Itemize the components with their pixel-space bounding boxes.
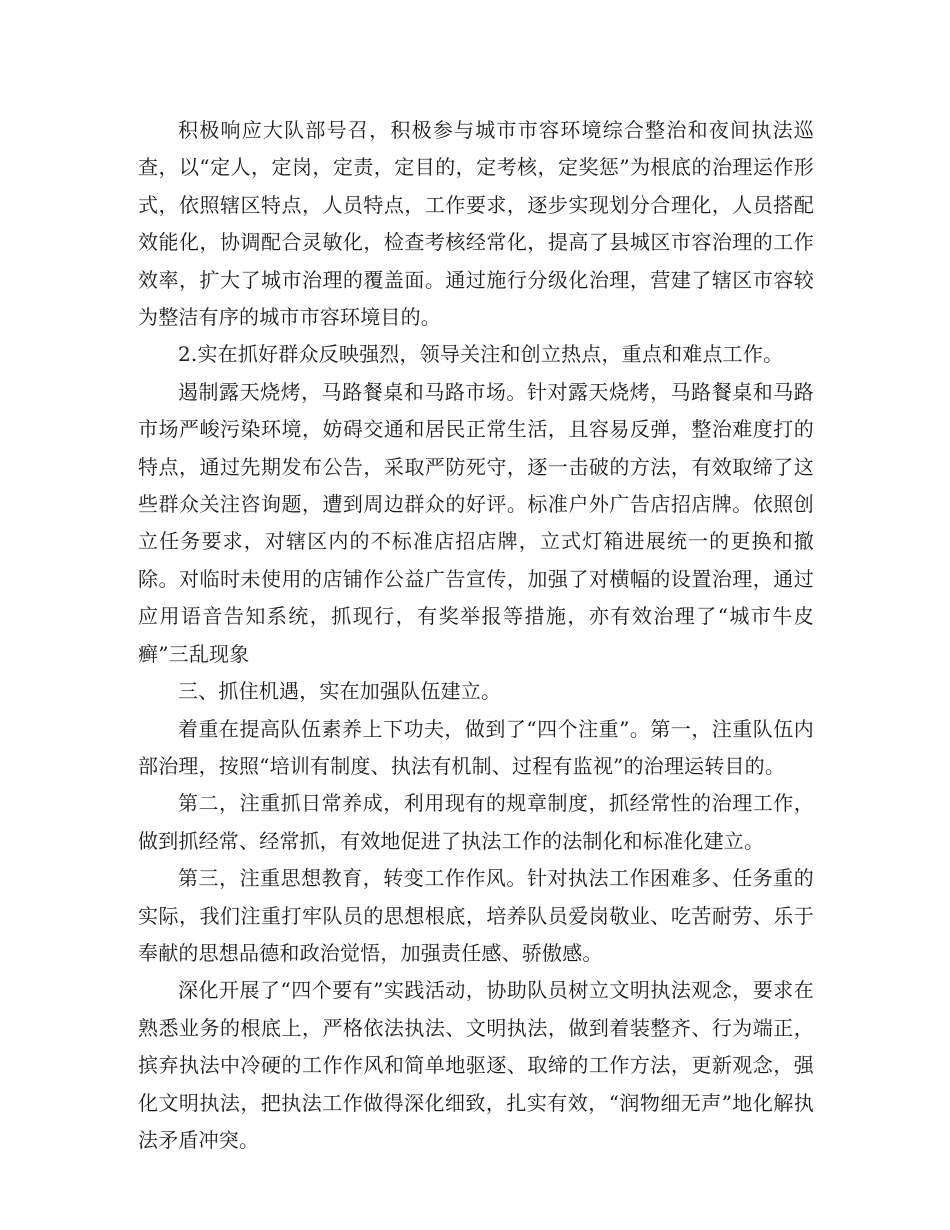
paragraph-2: 2.实在抓好群众反映强烈，领导关注和创立热点，重点和难点工作。 — [178, 342, 784, 367]
paragraph-5: 着重在提高队伍素养上下功夫，做到了“四个注重”。第一，注重队伍内部治理，按照“培训有制度、执法有机制、过程有监视”的治理运转目的。 — [138, 716, 814, 778]
paragraph-1: 积极响应大队部号召，积极参与城市市容环境综合整治和夜间执法巡查，以“定人，定岗，定责，定目的，定考核，定奖惩”为根底的治理运作形式，依照辖区特点，人员特点，工作要求，逐步实现划分合理化，人员搭配效能化，协调配合灵敏化，检查考核经常化，提高了县城区市容治理的工作效率，扩大了城市治理的覆盖面。通过施行分级化治理，营建了辖区市容较为整洁有序的城市市容环境目的。 — [138, 118, 814, 330]
paragraph-8: 深化开展了“四个要有”实践活动，协助队员树立文明执法观念，要求在熟悉业务的根底上，严格依法执法、文明执法，做到着装整齐、行为端正，摈弃执法中冷硬的工作作风和简单地驱逐、取缔的工作方法，更新观念，强化文明执法，把执法工作做得深化细致，扎实有效，“润物细无声”地化解执法矛盾冲突。 — [138, 978, 814, 1152]
paragraph-3: 遏制露天烧烤，马路餐桌和马路市场。针对露天烧烤，马路餐桌和马路市场严峻污染环境，妨碍交通和居民正常生活，且容易反弹，整治难度打的特点，通过先期发布公告，采取严防死守，逐一击破的方法，有效取缔了这些群众关注咨询题，遭到周边群众的好评。标准户外广告店招店牌。依照创立任务要求，对辖区内的不标准店招店牌，立式灯箱进展统一的更换和撤除。对临时未使用的店铺作公益广告宣传，加强了对横幅的设置治理，通过应用语音告知系统，抓现行，有奖举报等措施，亦有效治理了“城市牛皮癣”三乱现象 — [138, 379, 814, 666]
paragraph-4-heading: 三、抓住机遇，实在加强队伍建立。 — [178, 679, 502, 704]
paragraph-7: 第三，注重思想教育，转变工作作风。针对执法工作困难多、任务重的实际，我们注重打牢队员的思想根底，培养队员爱岗敬业、吃苦耐劳、乐于奉献的思想品德和政治觉悟，加强责任感、骄傲感。 — [138, 866, 814, 965]
document-body — [138, 112, 814, 1159]
paragraph-6: 第二，注重抓日常养成，利用现有的规章制度，抓经常性的治理工作，做到抓经常、经常抓，有效地促进了执法工作的法制化和标准化建立。 — [138, 791, 814, 853]
